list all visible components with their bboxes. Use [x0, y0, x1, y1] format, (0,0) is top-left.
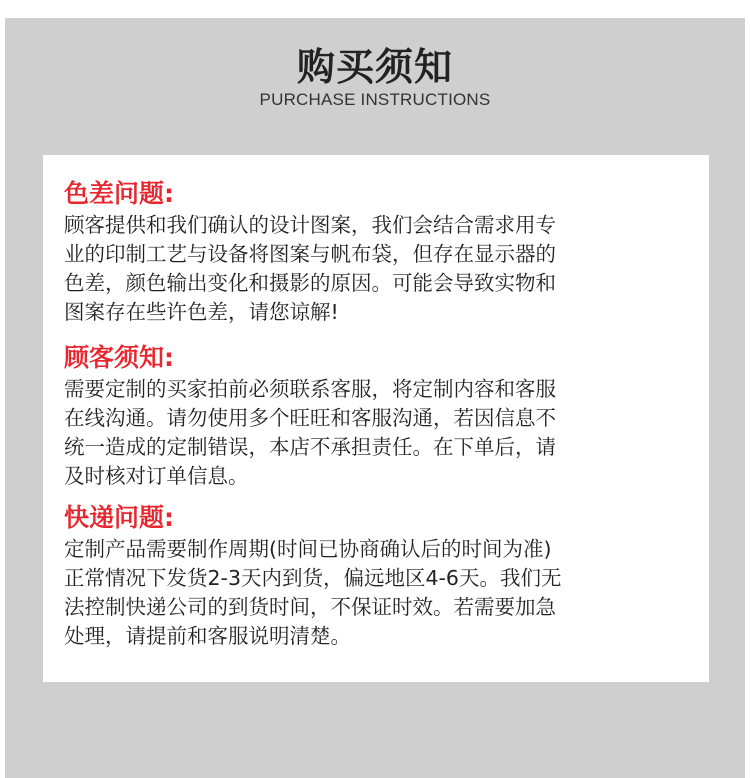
shipping-section [64, 501, 694, 651]
section-body: 定制产品需要制作周期(时间已协商确认后的时间为准) 正常情况下发货2-3天内到货，偏远地区4-6天。我们无 法控制快递公司的到货时间，不保证时效。若需要加急 处理，请提前和客服说明清楚。 [64, 537, 562, 648]
page-title: 购买须知 [296, 45, 453, 89]
instructions-card [43, 155, 709, 682]
page-subtitle: PURCHASE INSTRUCTIONS [259, 90, 491, 109]
section-body: 顾客提供和我们确认的设计图案，我们会结合需求用专 业的印制工艺与设备将图案与帆布袋，但存在显示器的 色差，颜色输出变化和摄影的原因。可能会导致实物和 图案存在些许色差，请您谅解! [64, 213, 556, 324]
section-title: 色差问题: [64, 179, 174, 208]
section-body: 需要定制的买家拍前必须联系客服，将定制内容和客服 在线沟通。请勿使用多个旺旺和客服沟通，若因信息不 统一造成的定制错误，本店不承担责任。在下单后，请 及时核对订单信息。 [64, 377, 556, 488]
color-difference-section [64, 177, 694, 327]
customer-notice-section [64, 341, 694, 491]
section-title: 快递问题: [64, 503, 174, 532]
section-title: 顾客须知: [64, 343, 174, 372]
